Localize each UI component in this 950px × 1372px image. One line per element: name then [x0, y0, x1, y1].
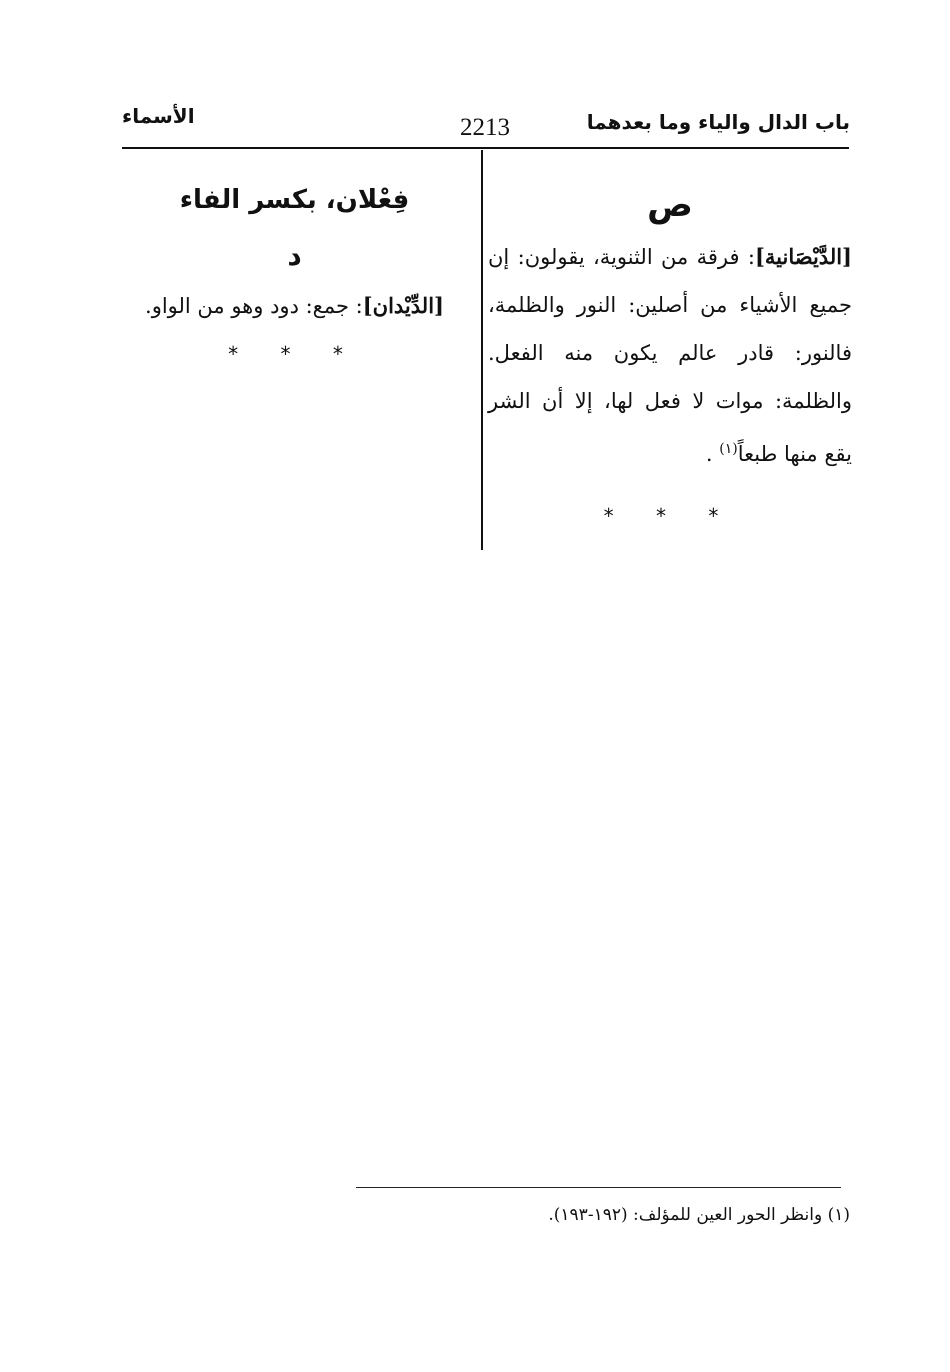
- section-letter: ص: [647, 185, 693, 225]
- dictionary-entry: [488, 233, 852, 478]
- section-separator: * * *: [228, 342, 361, 366]
- section-separator: * * *: [603, 504, 737, 528]
- right-column: [488, 185, 852, 528]
- footnote-rule: [356, 1187, 841, 1188]
- entry-headword: [الدِّيْدان]: [362, 293, 444, 318]
- footnote: (١) وانظر الحور العين للمؤلف: (١٩٢-١٩٣).: [548, 1205, 850, 1225]
- entry-definition: : جمع: دود وهو من الواو.: [145, 294, 363, 318]
- entry-definition: : فرقة من الثنوية، يقولون: إن جميع الأشياء من أصلين: النور والظلمة، فالنور: قادر عالم يكون منه الفعل. والظلمة: موات لا فعل لها، إلا أن الشر يقع منها طبعاً: [488, 245, 852, 466]
- footnote-reference: (١): [719, 441, 738, 457]
- column-divider: [481, 150, 483, 550]
- dictionary-entry: [122, 282, 467, 330]
- entry-end: .: [705, 442, 713, 466]
- header-rule: [122, 147, 849, 149]
- pattern-heading: فِعْلان، بكسر الفاء: [179, 185, 410, 215]
- entry-headword: [الدَّيْصَانية]: [754, 244, 852, 269]
- section-letter: د: [287, 239, 302, 272]
- left-column: [122, 185, 467, 366]
- category-label: الأسماء: [122, 104, 195, 128]
- chapter-title: باب الدال والياء وما بعدهما: [586, 110, 850, 134]
- page-number: 2213: [460, 114, 510, 141]
